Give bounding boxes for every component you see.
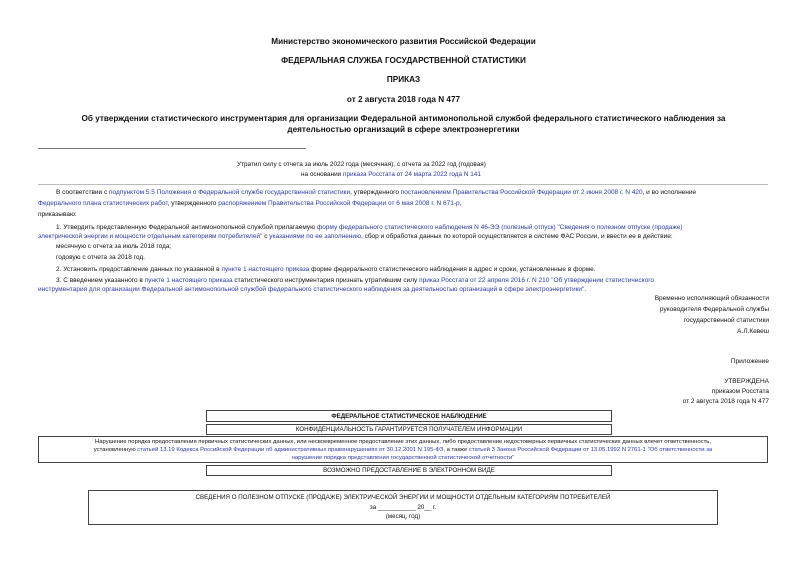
status-line1: Утратил силу с отчета за июль 2022 года (месячная), с отчета за 2022 год (годовая) bbox=[237, 161, 486, 168]
signature-line1: Временно исполняющий обязанности bbox=[654, 295, 769, 302]
p2-link-form-cont[interactable]: электрической энергии и мощности отдельным категориям потребителей" bbox=[38, 233, 263, 240]
paragraph-1-line2 bbox=[38, 200, 461, 209]
federal-observation-label: ФЕДЕРАЛЬНОЕ СТАТИСТИЧЕСКОЕ НАБЛЮДЕНИЕ bbox=[331, 412, 487, 420]
p6-text-b: статистического инструментария признать утратившим силу bbox=[232, 277, 420, 284]
warning-text-b: , а также bbox=[443, 447, 469, 453]
p1-link-plan[interactable]: Федерального плана статистических работ bbox=[38, 200, 168, 207]
p2-text-a: 1. Утвердить представленную Федеральной антимонопольной службой прилагаемую bbox=[56, 224, 317, 231]
signature-line2: руководителя Федеральной службы bbox=[659, 306, 769, 313]
warning-link-koap[interactable]: статьей 13.19 Кодекса Российской Федерации об административных правонарушениях от 30.12.2001 N 195-ФЗ bbox=[137, 447, 444, 453]
liability-warning-box bbox=[38, 436, 768, 463]
paragraph-2-line1 bbox=[56, 224, 683, 233]
report-title-box bbox=[88, 490, 718, 525]
electronic-submission-label: ВОЗМОЖНО ПРЕДОСТАВЛЕНИЕ В ЭЛЕКТРОННОМ ВИДЕ bbox=[323, 467, 495, 474]
p6-link-old-order-cont[interactable]: инструментария для организации Федеральной антимонопольной службой федерального статистического наблюдения за деятельностью организаций в сфере электроэнергетики" bbox=[38, 286, 585, 293]
warning-text-a: установленную bbox=[93, 447, 138, 453]
warning-line3 bbox=[39, 454, 767, 462]
p1-link-order[interactable]: распоряжением Правительства Российской Федерации от 6 мая 2008 г. N 671-р bbox=[218, 200, 460, 207]
paragraph-4: годовую с отчета за 2018 год. bbox=[56, 254, 145, 261]
approved-by-order: приказом Росстата bbox=[711, 388, 769, 395]
repeal-order-link[interactable]: приказа Росстата от 24 марта 2022 года N 141 bbox=[343, 171, 481, 178]
signature-line3: государственной статистики bbox=[683, 317, 769, 324]
paragraph-2-line2 bbox=[38, 233, 673, 242]
approved-order-date: от 2 августа 2018 года N 477 bbox=[682, 398, 769, 405]
warning-line1: Нарушение порядка предоставления первичных статистических данных, или несвоевременное предоставление этих данных, либо предоставление недостоверных первичных статистических данных влечет ответственность, bbox=[94, 439, 712, 445]
p1-link-regulation[interactable]: подпунктом 5.5 Положения о Федеральной службе государственной статистики bbox=[109, 189, 351, 196]
paragraph-6-line2 bbox=[38, 286, 586, 295]
electronic-submission-box bbox=[206, 465, 612, 476]
status-prefix: на основании bbox=[301, 171, 344, 178]
warning-link-law-cont[interactable]: нарушение порядка представления государственной статистической отчетности" bbox=[291, 455, 515, 461]
paragraph-1-line1 bbox=[56, 189, 696, 198]
p2-text-c: , сбор и обработка данных по которой осуществляется в системе ФАС России, и ввести ее в действие: bbox=[360, 233, 673, 240]
p1-text-a: В соответствии с bbox=[56, 189, 110, 196]
status-divider bbox=[38, 184, 768, 185]
p6-link-item1[interactable]: пункте 1 настоящего приказа bbox=[144, 277, 233, 284]
p6-link-old-order[interactable]: приказ Росстата от 22 апреля 2016 г. N 210 "Об утверждении статистического bbox=[419, 277, 655, 284]
doc-type-heading: ПРИКАЗ bbox=[386, 75, 421, 84]
paragraph-5 bbox=[56, 266, 596, 275]
p5-text-b: форме федерального статистического наблюдения в адрес и сроки, установленные в форме. bbox=[309, 266, 596, 273]
p2-link-instructions[interactable]: указаниями по ее заполнению bbox=[269, 233, 361, 240]
paragraph-1-line3: приказываю: bbox=[38, 211, 77, 218]
p6-text-a: 3. С введением указанного в bbox=[56, 277, 145, 284]
federal-observation-box bbox=[206, 410, 612, 422]
p2-link-form[interactable]: форму федерального статистического наблюдения N 46-ЭЭ (полезный отпуск) "Сведения о полезном отпуске (продаже) bbox=[316, 224, 683, 231]
report-period: за ___________ 20__ г. bbox=[369, 504, 437, 511]
p1-text-d: , утвержденного bbox=[167, 200, 219, 207]
report-title: СВЕДЕНИЯ О ПОЛЕЗНОМ ОТПУСКЕ (ПРОДАЖЕ) ЭЛЕКТРИЧЕСКОЙ ЭНЕРГИИ И МОЩНОСТИ ОТДЕЛЬНЫМ КАТЕГОРИЯМ ПОТРЕБИТЕЛЕЙ bbox=[195, 494, 611, 501]
warning-link-law[interactable]: статьей 3 Закона Российской Федерации от 13.05.1992 N 2761-1 "Об ответственности за bbox=[468, 447, 713, 453]
service-heading: ФЕДЕРАЛЬНАЯ СЛУЖБА ГОСУДАРСТВЕННОЙ СТАТИСТИКИ bbox=[281, 56, 526, 65]
ministry-heading: Министерство экономического развития Российской Федерации bbox=[271, 37, 536, 46]
signature-name: А.Л.Кевеш bbox=[737, 328, 769, 335]
confidentiality-box bbox=[206, 424, 612, 435]
p1-text-e: , bbox=[459, 200, 462, 207]
p6-text-c: . bbox=[584, 286, 587, 293]
warning-line2 bbox=[39, 446, 767, 454]
paragraph-6-line1 bbox=[56, 277, 654, 286]
p2-text-b: с bbox=[262, 233, 270, 240]
p1-text-b: , утвержденного bbox=[350, 189, 401, 196]
doc-title-line2: деятельностью организаций в сфере электроэнергетики bbox=[287, 125, 520, 134]
p5-link-item1[interactable]: пункте 1 настоящего приказа bbox=[221, 266, 310, 273]
p1-link-decree[interactable]: постановлением Правительства Российской Федерации от 2 июня 2008 г. N 420 bbox=[400, 189, 643, 196]
status-line2 bbox=[301, 171, 481, 179]
p5-text-a: 2. Установить предоставление данных по указанной в bbox=[56, 266, 222, 273]
title-divider bbox=[38, 148, 306, 149]
doc-date-number: от 2 августа 2018 года N 477 bbox=[346, 95, 461, 104]
report-period-hint: (месяц, год) bbox=[385, 513, 421, 520]
doc-title-line1: Об утверждении статистического инструментария для организации Федеральной антимонопольной службой федерального статистического наблюдения за bbox=[81, 114, 726, 123]
paragraph-3: месячную с отчета за июль 2018 года; bbox=[56, 243, 172, 250]
appendix-label: Приложение bbox=[730, 358, 769, 365]
approved-label: УТВЕРЖДЕНА bbox=[724, 378, 769, 385]
confidentiality-label: КОНФИДЕНЦИАЛЬНОСТЬ ГАРАНТИРУЕТСЯ ПОЛУЧАТЕЛЕМ ИНФОРМАЦИИ bbox=[295, 426, 523, 433]
p1-text-c: , и во исполнение bbox=[642, 189, 697, 196]
